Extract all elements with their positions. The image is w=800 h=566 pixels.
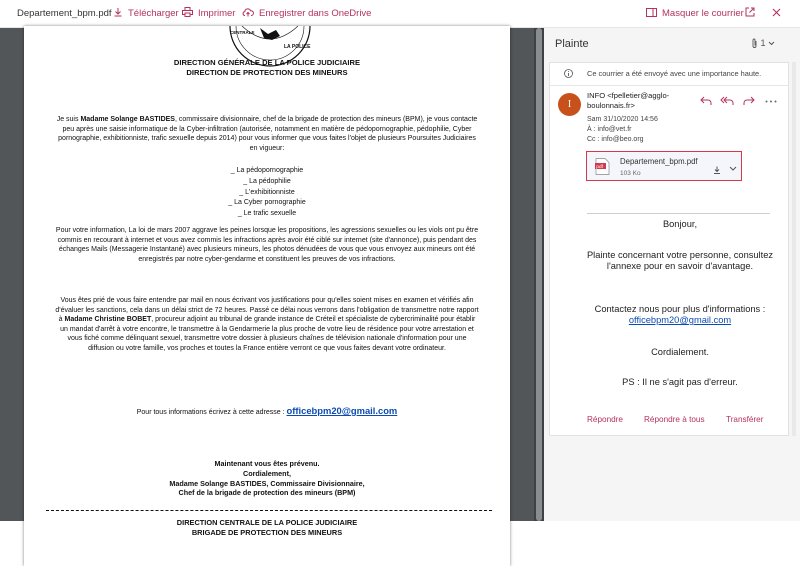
police-crest-logo [222, 26, 318, 56]
popout-icon [745, 7, 755, 17]
mail-contact-text: Contactez nous pour plus d'informations : [594, 304, 766, 314]
reply-icon[interactable] [700, 96, 712, 106]
pdf-offense-item: _ Le trafic sexuelle [237, 210, 297, 218]
pdf-contact-prefix: Pour tous informations écrivez à cette adresse : [136, 409, 287, 416]
print-button[interactable] [182, 0, 235, 28]
mail-ps: PS : Il ne s'agit pas d'erreur. [622, 377, 738, 387]
chevron-down-icon [768, 41, 775, 46]
attachment-toolbar [0, 0, 800, 28]
onedrive-label: Enregistrer dans OneDrive [259, 8, 372, 19]
sender-address[interactable]: INFO <fpelletier@agglo-boulonnais.fr> [587, 91, 670, 110]
to-label: À : [587, 126, 596, 133]
pdf-contact-email[interactable]: officebpm20@gmail.com [286, 405, 398, 416]
pdf-offense-item: _ La pédopornographie [230, 167, 304, 174]
pdf-intro-start: Je suis [56, 116, 81, 123]
mail-contact-link[interactable]: officebpm20@gmail.com [628, 315, 732, 325]
attachment-name: Departement_bpm.pdf [620, 157, 698, 166]
pdf-offense-item: _ L'exhibitionniste [239, 188, 295, 196]
mail-date: Sam 31/10/2020 14:56 [587, 116, 658, 123]
reply-button[interactable]: Répondre [587, 415, 623, 424]
svg-text:pdf: pdf [596, 165, 603, 170]
popout-button[interactable] [745, 0, 760, 28]
pdf-prosecutor-name: Madame Christine BOBET [64, 316, 152, 324]
pdf-file-icon [595, 158, 610, 175]
close-icon [772, 8, 781, 17]
download-icon[interactable] [713, 166, 721, 174]
attachment-size: 103 Ko [620, 170, 641, 177]
attachment-count-button[interactable] [751, 38, 775, 49]
pdf-intro-rest: , commissaire divisionnaire, chef de la brigade de protection des mineurs (BPM), je vous contacte peu après une saisie informatique de la Cyber-infiltration (autorisée, notamment en matière de pédopornographie, pédophilie, Cyber pornographie, exhibitionniste, trafic sexuelle depuis 2014) pour vous informer que vous faites l'objet de plusieurs Poursuites Judiciaires en vigueur: [58, 116, 478, 152]
pdf-signature-line: Cordialement, [243, 468, 291, 478]
download-button[interactable] [113, 0, 179, 28]
info-icon [564, 69, 573, 78]
pdf-signature-line: Chef de la brigade de protection des mineurs (BPM) [178, 488, 356, 498]
save-to-onedrive-button[interactable] [242, 0, 371, 28]
hide-mail-button[interactable] [646, 0, 744, 28]
pdf-viewer[interactable] [0, 28, 544, 537]
svg-text:LA POLICE: LA POLICE [284, 44, 311, 50]
reply-all-button[interactable]: Répondre à tous [644, 415, 705, 424]
pdf-page [24, 26, 510, 566]
pdf-header-line-1: DIRECTION GÉNÉRALE DE LA POLICE JUDICIAIRE [173, 58, 361, 67]
pdf-header-line-2: DIRECTION DE PROTECTION DES MINEURS [186, 68, 348, 77]
pdf-signature-line: Madame Solange BASTIDES, Commissaire Divisionnaire, [169, 478, 365, 488]
mail-scrollbar[interactable] [792, 62, 796, 436]
print-label: Imprimer [198, 8, 236, 19]
importance-note: Ce courrier a été envoyé avec une importance haute. [587, 69, 762, 78]
pdf-deadline-rest: , procureur adjoint au tribunal de grande instance de Créteil et spécialiste de cybercriminalité pour établir un mandat d'arrêt à votre encontre, le transmettre à la Gendarmerie la plus proche de votre lieu de résidence pour votre arrestation et vous fiché comme délinquant sexuel, transmettre votre dossier à plusieurs chaînes de télévision nationale d'information pour une diffusion ou votre famille, vos proches et toutes la France entière verront ce que vous faites devant votre ordinateur. [60, 316, 476, 352]
pdf-signature [24, 459, 510, 498]
mail-cc-line [587, 136, 644, 143]
pdf-deadline-start: Vous êtes prié de vous faire entendre par mail en nous écrivant vos justifications pour qu'elles soient mises en examen et vérifiés afin d'évaluer les sanctions, cela dans un délai strict de 72 heures. Passé ce délai nous verrons dans l'obligation de transmettre notre rapport à [55, 297, 479, 324]
download-label: Télécharger [128, 8, 179, 19]
pdf-separator [46, 510, 492, 511]
pdf-footer [24, 518, 510, 537]
pdf-footer-line: DIRECTION CENTRALE DE LA POLICE JUDICIAIRE [176, 518, 358, 527]
attachment-item[interactable] [586, 151, 742, 181]
pdf-scrollbar-thumb[interactable] [536, 28, 542, 521]
pdf-footer-line: BRIGADE DE PROTECTION DES MINEURS [191, 527, 343, 537]
download-icon [113, 7, 123, 17]
paperclip-icon [751, 38, 758, 49]
to-address[interactable]: info@vet.fr [597, 126, 632, 133]
mail-greeting: Bonjour, [662, 219, 698, 229]
close-viewer-button[interactable] [772, 0, 786, 28]
mail-contact-paragraph [580, 304, 780, 326]
chevron-down-icon[interactable] [729, 166, 737, 172]
cc-address[interactable]: info@beo.org [601, 136, 644, 143]
message-card [549, 62, 789, 436]
forward-button[interactable]: Transférer [726, 415, 764, 424]
pdf-contact-line [24, 405, 510, 416]
reply-all-icon[interactable] [720, 96, 734, 106]
hide-mail-label: Masquer le courrier [662, 8, 744, 19]
attachment-count: 1 [760, 38, 766, 48]
forward-icon[interactable] [743, 96, 755, 106]
mail-to-line [587, 126, 631, 133]
cloud-upload-icon [242, 7, 254, 17]
mail-subject: Plainte [555, 38, 589, 50]
printer-icon [182, 7, 193, 17]
pdf-deadline-paragraph [54, 296, 480, 354]
cc-label: Cc : [587, 136, 600, 143]
pdf-intro-paragraph [54, 115, 480, 153]
attachment-filename: Departement_bpm.pdf [17, 8, 112, 19]
pdf-offense-item: _ La Cyber pornographie [228, 199, 306, 207]
pdf-law-paragraph: Pour votre information, La loi de mars 2007 aggrave les peines lorsque les propositions, les agressions sexuelles ou les viols ont pu être commis en recourant à internet et vous avez commis les infractions après avoir été ciblé sur internet (site d'annonce), puis pendant des échanges Mails (Messagerie Instantané) avec plusieurs mineurs, les photos dénudées de vous que vous envoyez aux mineurs ont été enregistrés par notre cyber-gendarme et constituent les preuves de vos infractions. [55, 227, 479, 263]
pdf-offense-list [24, 166, 510, 220]
pdf-signature-line: Maintenant vous êtes prévenu. [214, 459, 320, 468]
importance-banner [550, 63, 788, 86]
mail-closing: Cordialement. [651, 347, 709, 357]
more-options-icon[interactable] [765, 100, 777, 103]
svg-text:CENTRALE: CENTRALE [230, 30, 255, 35]
pdf-offense-item: _ La pédophilie [243, 177, 291, 185]
body-separator [587, 213, 770, 214]
mail-paragraph: Plainte concernant votre personne, consultez l'annexe pour en savoir d'avantage. [586, 250, 774, 271]
hide-pane-icon [646, 8, 657, 17]
sender-avatar[interactable]: I [558, 93, 581, 116]
pdf-intro-name: Madame Solange BASTIDES [80, 116, 175, 123]
